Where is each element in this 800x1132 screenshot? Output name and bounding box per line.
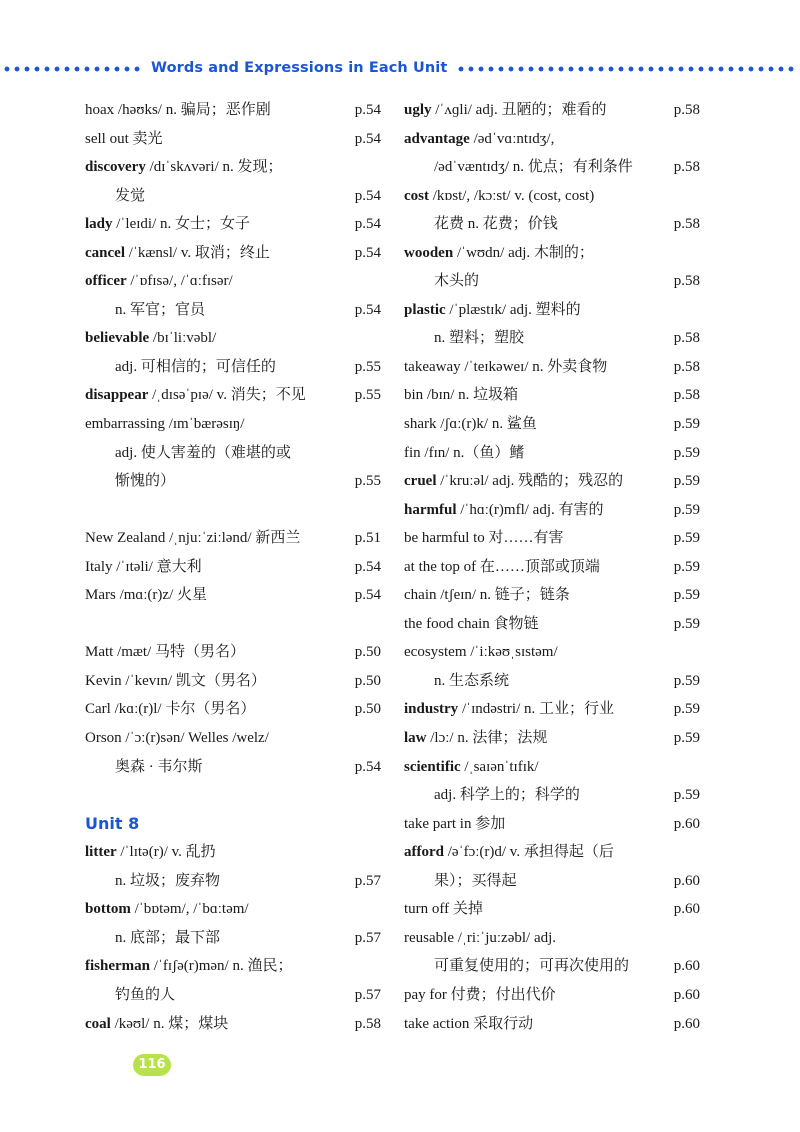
entry-text [85, 324, 216, 353]
page-reference: p.59 [673, 787, 700, 804]
entry-text [404, 638, 558, 667]
page-reference: p.60 [673, 901, 700, 918]
entry-continuation [85, 981, 381, 1010]
entry-definition: takeaway /ˈteɪkəweɪ/ n. 外卖食物 [404, 358, 608, 375]
entry-text [404, 753, 539, 782]
page-header [0, 60, 800, 86]
entry-continuation [404, 952, 700, 981]
vocab-entry [404, 353, 700, 382]
vocab-entry [404, 439, 700, 468]
entry-definition: /ˈwʊdn/ adj. 木制的； [453, 244, 594, 261]
entry-text [85, 553, 202, 582]
entry-definition: /ˌsaɪənˈtɪfɪk/ [460, 758, 539, 775]
entry-text [85, 524, 300, 553]
vocab-entry [404, 753, 700, 782]
entry-definition: Orson /ˈɔː(r)sən/ Welles /welz/ [85, 730, 269, 747]
page-reference: p.58 [673, 387, 700, 404]
header-title: Words and Expressions in Each Unit [151, 60, 448, 76]
headword: cost [404, 187, 429, 204]
headword: afford [404, 844, 444, 861]
entry-text [434, 153, 633, 182]
entry-definition: /ˈleɪdi/ n. 女士；女子 [112, 216, 251, 233]
entry-text [85, 895, 249, 924]
entry-text [404, 724, 547, 753]
page-reference: p.58 [673, 102, 700, 118]
entry-text [115, 353, 276, 382]
vocab-entry [404, 695, 700, 724]
page-reference: p.59 [673, 587, 700, 604]
entry-text [404, 810, 505, 839]
entry-definition: shark /ʃɑː(r)k/ n. 鲨鱼 [404, 416, 537, 433]
entry-definition: /ˈfɪʃə(r)mən/ n. 渔民； [150, 958, 293, 975]
vocab-entry [85, 324, 381, 353]
entry-definition: /ˈkænsl/ v. 取消；终止 [124, 244, 270, 261]
left-column [85, 96, 381, 1038]
entry-text [434, 781, 580, 810]
vocab-entry [404, 553, 700, 582]
entry-text [404, 895, 483, 924]
page-reference: p.60 [673, 1015, 700, 1032]
entry-text [404, 439, 524, 468]
vocab-entry [404, 924, 700, 953]
vocab-entry [85, 125, 381, 154]
page-reference: p.54 [354, 587, 381, 604]
entry-definition: /lɔː/ n. 法律；法规 [426, 730, 548, 747]
entry-text [115, 296, 205, 325]
headword: plastic [404, 301, 446, 318]
headword: litter [85, 844, 117, 861]
entry-text [85, 381, 306, 410]
entry-continuation [85, 296, 381, 325]
page-reference: p.59 [673, 530, 700, 547]
entry-definition: n. 垃圾；废弃物 [115, 872, 221, 889]
page-reference: p.59 [673, 672, 700, 689]
page-reference: p.59 [673, 473, 700, 490]
entry-definition: n. 军官；官员 [115, 301, 206, 318]
entry-text [404, 1010, 533, 1039]
page-reference: p.57 [354, 986, 381, 1003]
vocab-entry [85, 638, 381, 667]
entry-text [85, 952, 292, 981]
entry-definition: the food chain 食物链 [404, 615, 539, 632]
page-reference: p.54 [354, 758, 381, 775]
entry-text [115, 924, 220, 953]
entry-text [404, 924, 556, 953]
entry-text [85, 638, 245, 667]
vocab-entry [85, 1010, 381, 1039]
entry-definition: be harmful to 对……有害 [404, 530, 564, 547]
page-reference: p.60 [673, 815, 700, 832]
right-column [404, 96, 700, 1038]
vocab-entry [85, 695, 381, 724]
entry-definition: 钓鱼的人 [115, 986, 176, 1003]
entry-continuation [85, 439, 381, 468]
page-reference: p.60 [673, 872, 700, 889]
entry-definition: 惭愧的） [115, 473, 176, 490]
entry-text [404, 182, 594, 211]
entry-text [404, 353, 607, 382]
entry-definition: Italy /ˈɪtəli/ 意大利 [85, 558, 202, 575]
page-reference: p.59 [673, 444, 700, 461]
entry-continuation [85, 867, 381, 896]
page-reference: p.58 [673, 273, 700, 290]
entry-definition: fin /fɪn/ n.（鱼）鳍 [404, 444, 525, 461]
entry-text [85, 1010, 228, 1039]
entry-continuation [404, 210, 700, 239]
vocab-entry [85, 153, 381, 182]
entry-text [85, 239, 270, 268]
vocab-entry [85, 895, 381, 924]
headword: believable [85, 330, 150, 347]
vocab-entry [404, 467, 700, 496]
entry-definition: Mars /mɑː(r)z/ 火星 [85, 587, 207, 604]
entry-continuation [85, 467, 381, 496]
headword: disappear [85, 387, 149, 404]
entry-definition: Kevin /ˈkevɪn/ 凯文（男名） [85, 672, 266, 689]
entry-text [85, 724, 269, 753]
entry-definition: /ˈbɒtəm/, /ˈbɑːtəm/ [130, 901, 249, 918]
entry-text [404, 467, 623, 496]
page-reference: p.59 [673, 730, 700, 747]
entry-definition: at the top of 在……顶部或顶端 [404, 558, 600, 575]
page-reference: p.58 [354, 1015, 381, 1032]
headword: law [404, 730, 427, 747]
vocab-entry [85, 952, 381, 981]
entry-text [85, 96, 271, 125]
entry-definition: /kɒst/, /kɔːst/ v. (cost, cost) [429, 187, 595, 204]
headword: harmful [404, 501, 457, 518]
vocab-entry [404, 410, 700, 439]
vocab-entry [85, 553, 381, 582]
entry-definition: 果）；买得起 [434, 872, 517, 889]
vocab-entry [85, 667, 381, 696]
page-reference: p.50 [354, 672, 381, 689]
headword: ugly [404, 102, 432, 118]
vocab-entry [404, 125, 700, 154]
entry-definition: ecosystem /ˈiːkəʊˌsɪstəm/ [404, 644, 558, 661]
entry-definition: sell out 卖光 [85, 130, 163, 147]
entry-definition: 木头的 [434, 273, 480, 290]
page-reference: p.59 [673, 501, 700, 518]
entry-definition: /ˈlɪtə(r)/ v. 乱扔 [116, 844, 216, 861]
vocab-entry [85, 724, 381, 753]
vocab-entry [404, 581, 700, 610]
page-reference: p.59 [673, 701, 700, 718]
entry-definition: 奥森 · 韦尔斯 [115, 758, 203, 775]
entry-continuation [85, 753, 381, 782]
entry-definition: Matt /mæt/ 马特（男名） [85, 644, 246, 661]
entry-text [404, 296, 581, 325]
entry-definition: chain /tʃeɪn/ n. 链子；链条 [404, 587, 570, 604]
entry-text [85, 838, 216, 867]
page-reference: p.54 [354, 558, 381, 575]
entry-gap [85, 496, 381, 525]
entry-definition: adj. 使人害羞的（难堪的或 [115, 444, 291, 461]
entry-continuation [404, 667, 700, 696]
entry-continuation [404, 781, 700, 810]
entry-text [115, 439, 291, 468]
entry-text [404, 410, 537, 439]
entry-continuation [404, 267, 700, 296]
entry-gap [85, 781, 381, 810]
vocab-entry [85, 210, 381, 239]
entry-definition: /kəʊl/ n. 煤；煤块 [110, 1015, 229, 1032]
entry-definition: adj. 可相信的；可信任的 [115, 358, 276, 375]
vocab-entry [404, 981, 700, 1010]
vocab-entry [85, 96, 381, 125]
entry-text [85, 210, 250, 239]
vocab-entry [404, 524, 700, 553]
entry-text [434, 324, 524, 353]
entry-definition: /dɪˈskʌvəri/ n. 发现； [145, 159, 283, 176]
page-reference: p.54 [354, 130, 381, 147]
page-number-badge: 116 [133, 1054, 171, 1076]
header-dots-left [2, 66, 142, 72]
page-reference: p.55 [354, 387, 381, 404]
entry-definition: /ədˈvæntɪdʒ/ n. 优点；有利条件 [434, 159, 633, 176]
entry-text [85, 267, 233, 296]
entry-definition: take part in 参加 [404, 815, 506, 832]
entry-definition: Unit 8 [85, 813, 140, 833]
page-reference: p.58 [673, 216, 700, 233]
entry-definition: /ˈɪndəstri/ n. 工业；行业 [458, 701, 615, 718]
entry-text [85, 810, 139, 839]
vocab-entry [85, 581, 381, 610]
entry-definition: /ˈplæstɪk/ adj. 塑料的 [445, 301, 581, 318]
page-reference: p.58 [673, 358, 700, 375]
entry-definition: turn off 关掉 [404, 901, 483, 918]
vocab-entry [404, 810, 700, 839]
page-reference: p.54 [354, 301, 381, 318]
entry-definition: /bɪˈliːvəbl/ [149, 330, 217, 347]
page-reference: p.60 [673, 986, 700, 1003]
entry-definition: /ˌdɪsəˈpɪə/ v. 消失；不见 [148, 387, 306, 404]
page-reference: p.58 [673, 159, 700, 176]
page-reference: p.57 [354, 872, 381, 889]
section-heading [85, 810, 381, 839]
vocab-entry [404, 239, 700, 268]
entry-text [85, 410, 244, 439]
vocab-entry [404, 838, 700, 867]
entry-continuation [85, 924, 381, 953]
entry-continuation [404, 153, 700, 182]
headword: advantage [404, 130, 470, 147]
entry-definition: adj. 科学上的；科学的 [434, 787, 580, 804]
vocab-entry [85, 267, 381, 296]
entry-continuation [85, 182, 381, 211]
vocab-entry [404, 895, 700, 924]
entry-text [434, 267, 479, 296]
page-reference: p.57 [354, 929, 381, 946]
entry-text [85, 695, 255, 724]
vocab-entry [85, 239, 381, 268]
entry-text [404, 239, 594, 268]
entry-text [85, 667, 266, 696]
page-reference: p.54 [354, 244, 381, 261]
entry-text [404, 381, 518, 410]
page-reference: p.59 [673, 558, 700, 575]
vocab-entry [404, 638, 700, 667]
vocab-entry [404, 381, 700, 410]
vocab-entry [404, 182, 700, 211]
vocab-entry [404, 296, 700, 325]
entry-definition: bin /bɪn/ n. 垃圾箱 [404, 387, 519, 404]
entry-definition: /ˈɒfɪsə/, /ˈɑːfɪsər/ [126, 273, 233, 290]
vocab-entry [404, 96, 700, 125]
vocab-entry [85, 838, 381, 867]
entry-text [115, 981, 175, 1010]
page-reference: p.51 [354, 530, 381, 547]
entry-continuation [85, 353, 381, 382]
entry-text [404, 524, 564, 553]
vocab-entry [85, 410, 381, 439]
entry-gap [85, 610, 381, 639]
entry-definition: pay for 付费；付出代价 [404, 986, 556, 1003]
entry-definition: /ədˈvɑːntɪdʒ/, [469, 130, 555, 147]
vocab-entry [404, 496, 700, 525]
entry-text [115, 753, 203, 782]
entry-text [115, 867, 220, 896]
entry-text [404, 553, 600, 582]
vocab-entry [85, 524, 381, 553]
entry-text [434, 867, 517, 896]
page-reference: p.55 [354, 473, 381, 490]
page-reference: p.54 [354, 102, 381, 118]
page-reference: p.50 [354, 644, 381, 661]
entry-definition: /ˈʌɡli/ adj. 丑陋的；难看的 [431, 102, 607, 118]
vocab-entry [404, 724, 700, 753]
page-reference: p.54 [354, 216, 381, 233]
entry-text [404, 838, 614, 867]
vocab-entry [404, 1010, 700, 1039]
entry-definition: n. 生态系统 [434, 672, 510, 689]
entry-text [115, 182, 145, 211]
entry-text [434, 667, 509, 696]
page-reference: p.54 [354, 187, 381, 204]
entry-text [85, 581, 207, 610]
headword: coal [85, 1015, 111, 1032]
entry-definition: New Zealand /ˌnjuːˈziːlənd/ 新西兰 [85, 530, 301, 547]
entry-text [404, 610, 539, 639]
entry-definition: take action 采取行动 [404, 1015, 534, 1032]
page-reference: p.59 [673, 416, 700, 433]
headword: officer [85, 273, 127, 290]
vocab-entry [404, 610, 700, 639]
entry-definition: /ˈkruːəl/ adj. 残酷的；残忍的 [436, 473, 624, 490]
header-dots-right [456, 66, 798, 72]
entry-text [115, 467, 175, 496]
headword: scientific [404, 758, 461, 775]
entry-text [404, 496, 603, 525]
entry-continuation [404, 867, 700, 896]
headword: lady [85, 216, 113, 233]
entry-definition: n. 底部；最下部 [115, 929, 221, 946]
entry-definition: Carl /kɑː(r)l/ 卡尔（男名） [85, 701, 256, 718]
entry-definition: 花费 n. 花费；价钱 [434, 216, 558, 233]
entry-definition: reusable /ˌriːˈjuːzəbl/ adj. [404, 929, 557, 946]
entry-text [85, 125, 163, 154]
page-reference: p.55 [354, 358, 381, 375]
entry-continuation [404, 324, 700, 353]
entry-definition: n. 塑料；塑胶 [434, 330, 525, 347]
headword: bottom [85, 901, 131, 918]
entry-definition: 可重复使用的；可再次使用的 [434, 958, 630, 975]
vocab-entry [85, 381, 381, 410]
headword: wooden [404, 244, 454, 261]
entry-text [404, 96, 607, 125]
entry-definition: embarrassing /ɪmˈbærəsɪŋ/ [85, 416, 245, 433]
entry-text [434, 210, 558, 239]
entry-text [404, 981, 556, 1010]
entry-text [404, 695, 614, 724]
headword: industry [404, 701, 459, 718]
entry-definition: /ˈhɑː(r)mfl/ adj. 有害的 [456, 501, 604, 518]
headword: fisherman [85, 958, 150, 975]
entry-text [404, 581, 570, 610]
headword: cruel [404, 473, 437, 490]
entry-text [85, 153, 282, 182]
entry-text [404, 125, 554, 154]
page-reference: p.59 [673, 615, 700, 632]
entry-definition: 发觉 [115, 187, 146, 204]
headword: discovery [85, 159, 146, 176]
page-reference: p.50 [354, 701, 381, 718]
entry-definition: /əˈfɔː(r)d/ v. 承担得起（后 [444, 844, 614, 861]
headword: cancel [85, 244, 125, 261]
entry-definition: hoax /həʊks/ n. 骗局；恶作剧 [85, 102, 271, 118]
page-reference: p.58 [673, 330, 700, 347]
entry-text [434, 952, 629, 981]
page-reference: p.60 [673, 958, 700, 975]
